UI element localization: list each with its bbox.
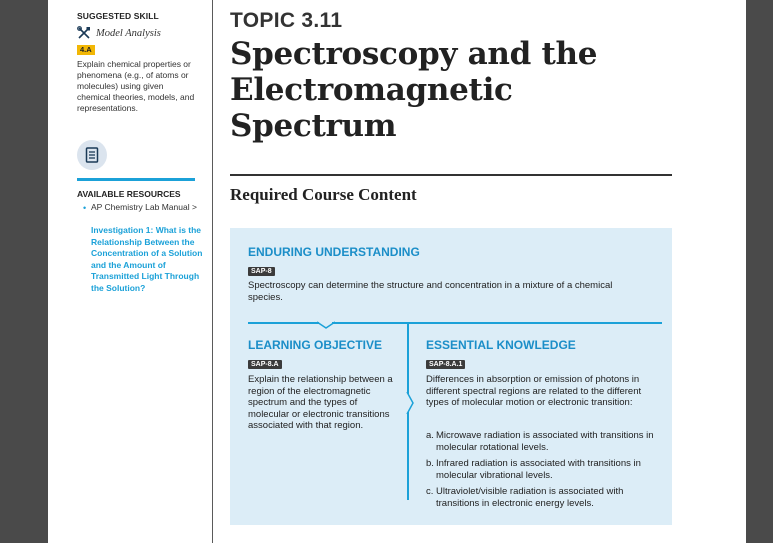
skill-code-badge: 4.A — [77, 45, 95, 55]
title-divider — [230, 174, 672, 176]
learning-objective-code: SAP-8.A — [248, 360, 282, 369]
learning-objective-text: Explain the relationship between a region of the electromagnetic spectrum and the types of molecular or electronic transitions associated with that region. — [248, 374, 393, 432]
list-item — [426, 430, 664, 453]
list-item-text: Ultraviolet/visible radiation is associated with transitions in electronic energy levels. — [436, 486, 624, 509]
enduring-understanding-code: SAP-8 — [248, 267, 275, 276]
essential-knowledge-code: SAP-8.A.1 — [426, 360, 465, 369]
list-item-label: c. — [426, 486, 434, 498]
list-item — [426, 486, 664, 509]
suggested-skill-heading: SUGGESTED SKILL — [77, 11, 159, 21]
sidebar — [48, 0, 213, 543]
tools-icon — [77, 26, 91, 40]
list-item-text: Infrared radiation is associated with transitions in molecular vibrational levels. — [436, 458, 641, 481]
skill-row — [77, 26, 161, 40]
resources-heading: AVAILABLE RESOURCES — [77, 189, 181, 199]
page — [48, 0, 746, 543]
divider-left — [248, 322, 319, 324]
course-content-box — [230, 228, 672, 525]
essential-knowledge-text: Differences in absorption or emission of photons in different spectral regions are related to the different types of molecular motion or electronic transition: — [426, 374, 642, 409]
resource-icon-circle — [77, 140, 107, 170]
list-item-label: b. — [426, 458, 434, 470]
list-item — [426, 458, 664, 481]
resource-bullet: • — [83, 203, 87, 213]
chevron-right-icon — [404, 392, 414, 414]
learning-objective-heading: LEARNING OBJECTIVE — [248, 338, 383, 352]
essential-knowledge-list — [426, 430, 664, 515]
document-icon — [85, 147, 99, 163]
topic-number: TOPIC 3.11 — [230, 9, 343, 32]
page-title: Spectroscopy and the Electromagnetic Spectrum — [230, 36, 598, 144]
skill-description: Explain chemical properties or phenomena (e.g., of atoms or molecules) using given chemical theories, models, and representations. — [77, 59, 195, 113]
list-item-text: Microwave radiation is associated with transitions in molecular rotational levels. — [436, 430, 654, 453]
resource-link[interactable]: Investigation 1: What is the Relationship Between the Concentration of a Solution and the Amount of Transmitted Light Through the Solution? — [91, 225, 203, 293]
sidebar-divider — [77, 178, 195, 181]
enduring-understanding-text: Spectroscopy can determine the structure and concentration in a mixture of a chemical species. — [248, 280, 613, 303]
list-item-label: a. — [426, 430, 434, 441]
resource-label: AP Chemistry Lab Manual > — [91, 202, 197, 212]
divider-right — [332, 322, 662, 324]
section-heading: Required Course Content — [230, 185, 417, 204]
skill-name: Model Analysis — [96, 27, 161, 39]
essential-knowledge-heading: ESSENTIAL KNOWLEDGE — [426, 338, 576, 352]
enduring-understanding-heading: ENDURING UNDERSTANDING — [248, 245, 420, 259]
